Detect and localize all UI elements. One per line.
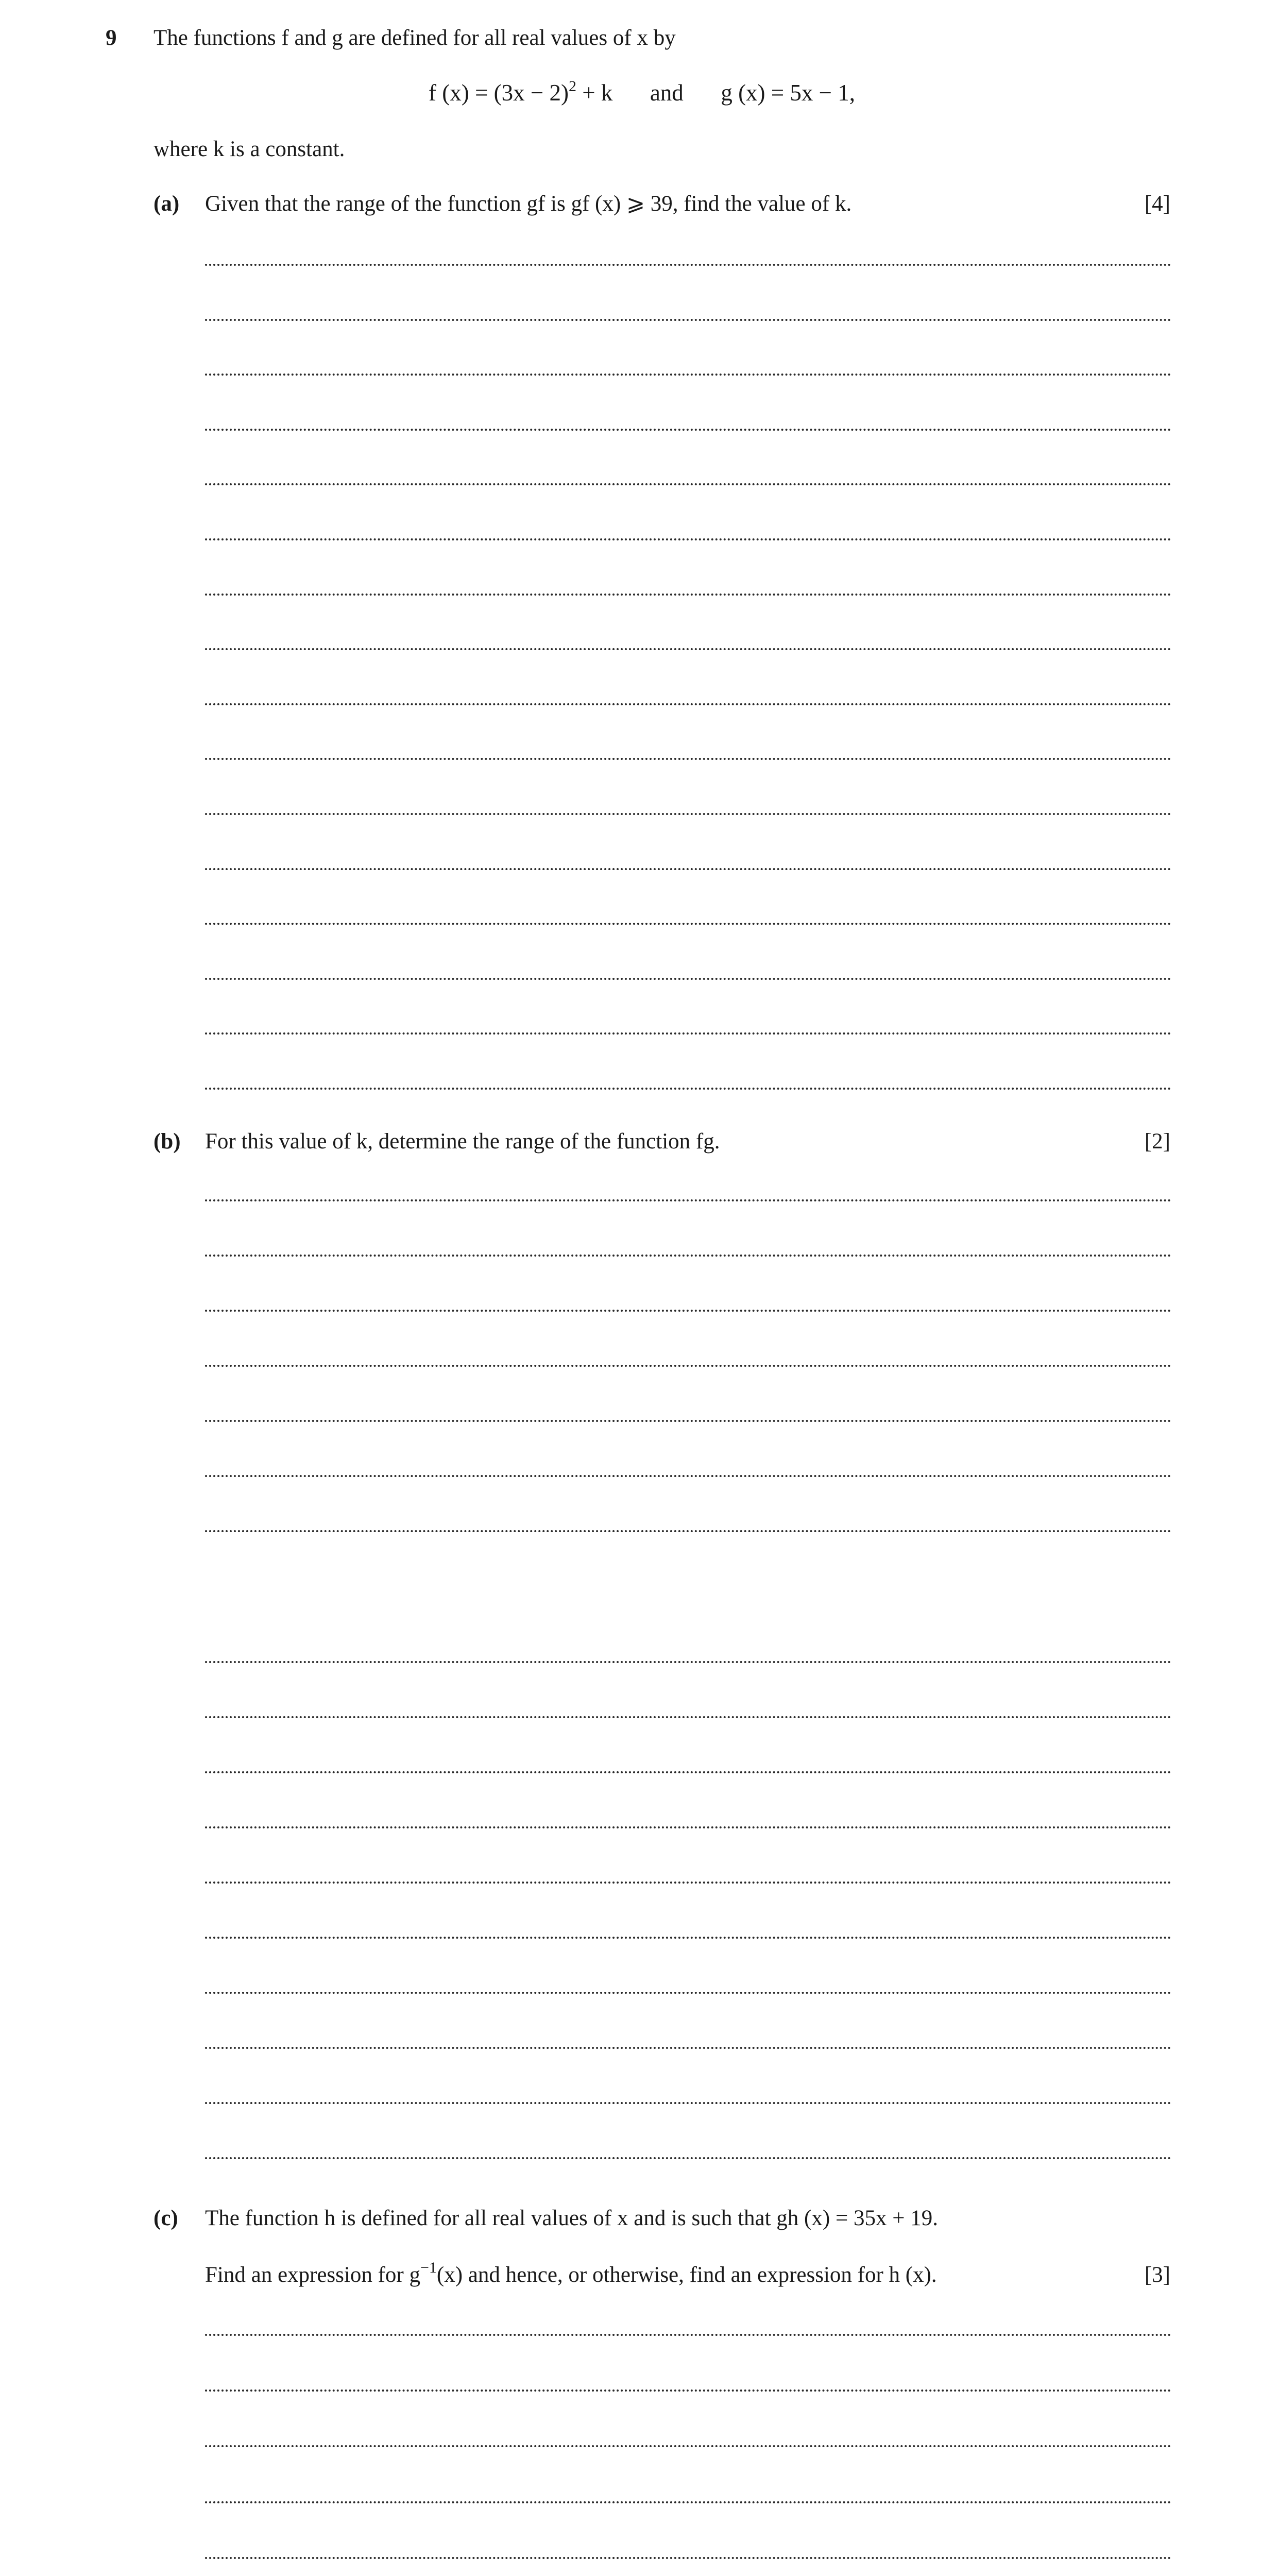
part-b-answer-line[interactable] xyxy=(205,2102,1171,2104)
part-b-answer-line[interactable] xyxy=(205,1992,1171,1994)
part-a-answer-line[interactable] xyxy=(205,978,1171,980)
part-b-answer-line[interactable] xyxy=(205,1716,1171,1718)
part-a-answer-line[interactable] xyxy=(205,1088,1171,1090)
part-b-answer-line[interactable] xyxy=(205,2047,1171,2049)
part-a-answer-line[interactable] xyxy=(205,648,1171,650)
part-b-answer-line[interactable] xyxy=(205,1365,1171,1367)
part-b-answer-line[interactable] xyxy=(205,1310,1171,1312)
part-c-label: (c) xyxy=(154,2206,178,2230)
part-a-answer-line[interactable] xyxy=(205,594,1171,596)
f-definition xyxy=(429,80,612,106)
part-c-answer-line[interactable] xyxy=(205,2557,1171,2559)
part-c-text-1: The function h is defined for all real values of x and is such that gh (x) = 35x + 19. xyxy=(205,2206,938,2230)
part-b-answer-line[interactable] xyxy=(205,1255,1171,1257)
f-definition-base: f (x) = (3x − 2) xyxy=(429,80,569,106)
and-connector: and xyxy=(650,80,684,106)
part-c-answer-line[interactable] xyxy=(205,2334,1171,2336)
part-c-answer-line[interactable] xyxy=(205,2445,1171,2447)
part-c-marks: [3] xyxy=(1144,2263,1170,2287)
part-b-answer-line[interactable] xyxy=(205,1882,1171,1884)
part-a-answer-line[interactable] xyxy=(205,483,1171,485)
part-b-answer-line[interactable] xyxy=(205,1771,1171,1773)
part-a-label: (a) xyxy=(154,192,180,216)
part-b-answer-line[interactable] xyxy=(205,1420,1171,1422)
part-a-answer-line[interactable] xyxy=(205,703,1171,705)
part-a-marks: [4] xyxy=(1144,192,1170,216)
part-a-answer-line[interactable] xyxy=(205,319,1171,321)
part-b-answer-line[interactable] xyxy=(205,1530,1171,1532)
question-intro: The functions f and g are defined for all real values of x by xyxy=(154,26,676,50)
part-a-answer-line[interactable] xyxy=(205,374,1171,376)
part-c-answer-line[interactable] xyxy=(205,2501,1171,2503)
constant-note: where k is a constant. xyxy=(154,137,345,161)
part-a-answer-line[interactable] xyxy=(205,868,1171,870)
f-definition-exponent: 2 xyxy=(568,78,576,95)
part-c-text-2-end: (x) and hence, or otherwise, find an expression for h (x). xyxy=(436,2263,937,2287)
f-definition-constant: + k xyxy=(576,80,613,106)
part-a-answer-line[interactable] xyxy=(205,923,1171,925)
part-b-answer-line[interactable] xyxy=(205,2157,1171,2159)
part-b-answer-line[interactable] xyxy=(205,1661,1171,1663)
part-a-answer-line[interactable] xyxy=(205,264,1171,266)
part-a-answer-line[interactable] xyxy=(205,1032,1171,1035)
part-b-label: (b) xyxy=(154,1129,181,1154)
part-a-text: Given that the range of the function gf is gf (x) ⩾ 39, find the value of k. xyxy=(205,192,852,216)
part-c-text-2-start: Find an expression for g xyxy=(205,2263,420,2287)
part-a-answer-line[interactable] xyxy=(205,538,1171,540)
function-definitions xyxy=(429,78,855,110)
part-b-text: For this value of k, determine the range of the function fg. xyxy=(205,1129,720,1154)
part-b-marks: [2] xyxy=(1144,1129,1170,1154)
part-b-answer-line[interactable] xyxy=(205,1199,1171,1201)
part-a-answer-line[interactable] xyxy=(205,429,1171,431)
part-b-answer-line[interactable] xyxy=(205,1475,1171,1477)
part-c-text-2 xyxy=(205,2259,937,2291)
part-b-answer-line[interactable] xyxy=(205,1937,1171,1939)
g-definition: g (x) = 5x − 1, xyxy=(721,80,856,106)
part-a-answer-line[interactable] xyxy=(205,758,1171,760)
inverse-superscript: −1 xyxy=(420,2259,437,2276)
part-b-answer-line[interactable] xyxy=(205,1826,1171,1828)
part-c-answer-line[interactable] xyxy=(205,2389,1171,2392)
part-a-answer-line[interactable] xyxy=(205,813,1171,815)
question-number: 9 xyxy=(106,26,117,50)
